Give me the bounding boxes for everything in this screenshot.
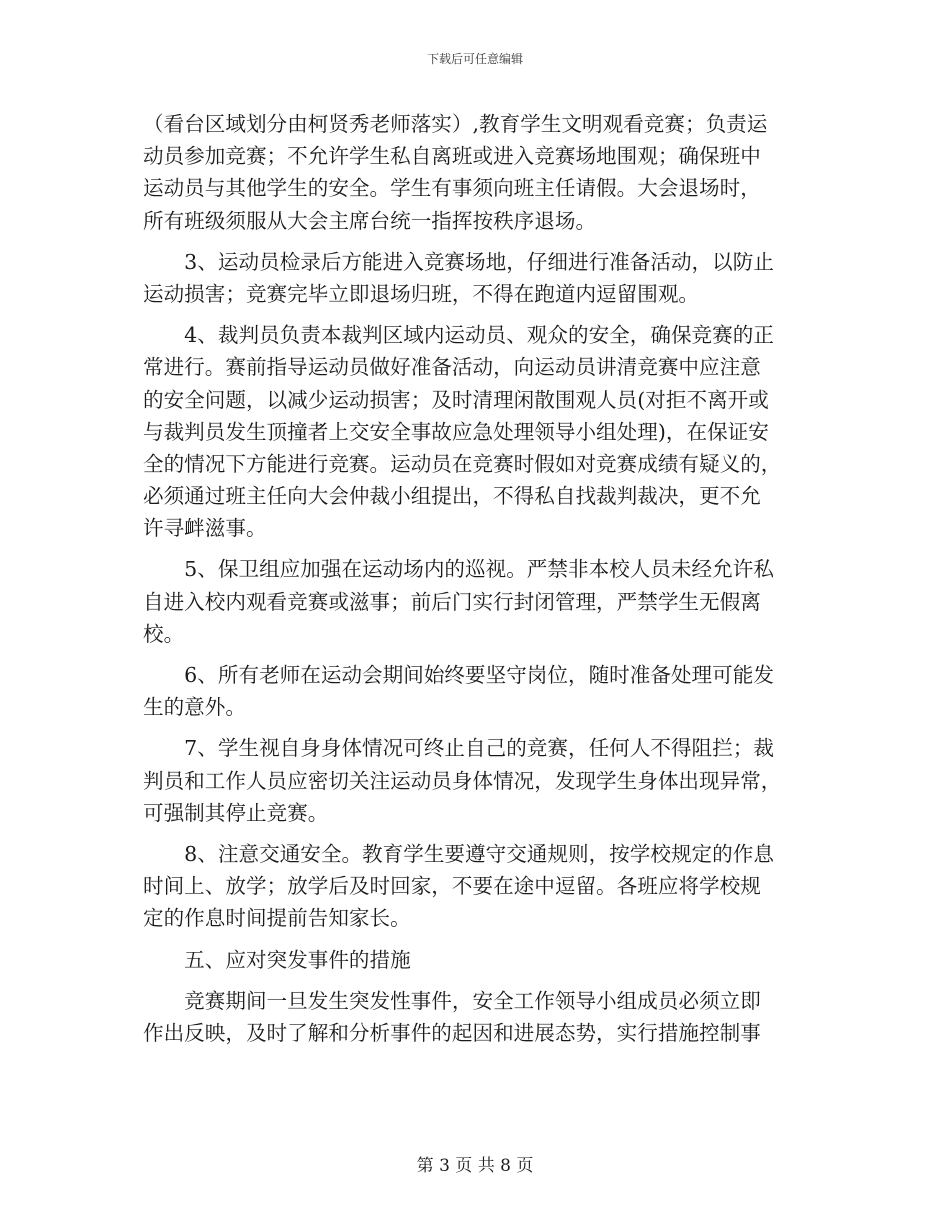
text-line: 运动员与其他学生的安全。学生有事须向班主任请假。大会退场时，	[143, 176, 761, 201]
text-line: 的安全问题，以减少运动损害；及时清理闲散围观人员(对拒不离开或	[143, 387, 769, 412]
text-line: 8、注意交通安全。教育学生要遵守交通规则，按学校规定的作息	[143, 841, 774, 866]
text-line: 生的意外。	[143, 695, 246, 720]
text-line: 全的情况下方能进行竞赛。运动员在竞赛时假如对竞赛成绩有疑义的，	[143, 451, 782, 476]
paragraph	[143, 732, 815, 829]
text-line: （看台区域划分由柯贤秀老师落实）,教育学生文明观看竞赛；负责运	[143, 112, 768, 136]
text-line: 必须通过班主任向大会仲裁小组提出，不得私自找裁判裁决，更不允	[143, 484, 761, 509]
text-line: 3、运动员检录后方能进入竞赛场地，仔细进行准备活动，以防止	[143, 249, 774, 274]
text-line: 6、所有老师在运动会期间始终要坚守岗位，随时准备处理可能发	[143, 663, 774, 687]
paragraph	[143, 985, 815, 1049]
paragraph	[143, 659, 815, 723]
paragraph	[143, 108, 815, 237]
text-line: 定的作息时间提前告知家长。	[143, 906, 411, 931]
text-line: 校。	[143, 621, 185, 646]
section-heading	[143, 944, 815, 976]
paragraph	[143, 838, 815, 935]
text-line: 作出反映，及时了解和分析事件的起因和进展态势，实行措施控制事	[143, 1020, 761, 1045]
text-line: 与裁判员发生顶撞者上交安全事故应急处理领导小组处理)，在保证安	[143, 419, 769, 444]
text-line: 所有班级须服从大会主席台统一指挥按秩序退场。	[143, 208, 597, 233]
text-line: 判员和工作人员应密切关注运动员身体情况，发现学生身体出现异常，	[143, 768, 782, 793]
text-line: 时间上、放学；放学后及时回家，不要在途中逗留。各班应将学校规	[143, 874, 761, 899]
paragraph	[143, 319, 815, 544]
page-number: 第 3 页 共 8 页	[416, 1156, 534, 1176]
paragraph	[143, 246, 815, 310]
text-line: 自进入校内观看竞赛或滋事；前后门实行封闭管理，严禁学生无假离	[143, 589, 761, 614]
text-line: 7、学生视自身身体情况可终止自己的竞赛，任何人不得阻拦；裁	[143, 736, 774, 761]
text-line: 4、裁判员负责本裁判区域内运动员、观众的安全，确保竞赛的正	[143, 323, 774, 348]
text-line: 五、应对突发事件的措施	[143, 947, 411, 972]
text-line: 动员参加竞赛；不允许学生私自离班或进入竞赛场地围观；确保班中	[143, 144, 761, 169]
text-line: 可强制其停止竞赛。	[143, 800, 329, 825]
document-body	[143, 108, 815, 1049]
page-header-note: 下载后可任意编辑	[426, 52, 523, 66]
text-line: 运动损害；竞赛完毕立即退场归班，不得在跑道内逗留围观。	[143, 281, 700, 306]
text-line: 许寻衅滋事。	[143, 516, 267, 541]
text-line: 竞赛期间一旦发生突发性事件，安全工作领导小组成员必须立即	[143, 988, 761, 1013]
paragraph	[143, 553, 815, 650]
text-line: 5、保卫组应加强在运动场内的巡视。严禁非本校人员未经允许私	[143, 557, 774, 582]
text-line: 常进行。赛前指导运动员做好准备活动，向运动员讲清竞赛中应注意	[143, 355, 761, 380]
